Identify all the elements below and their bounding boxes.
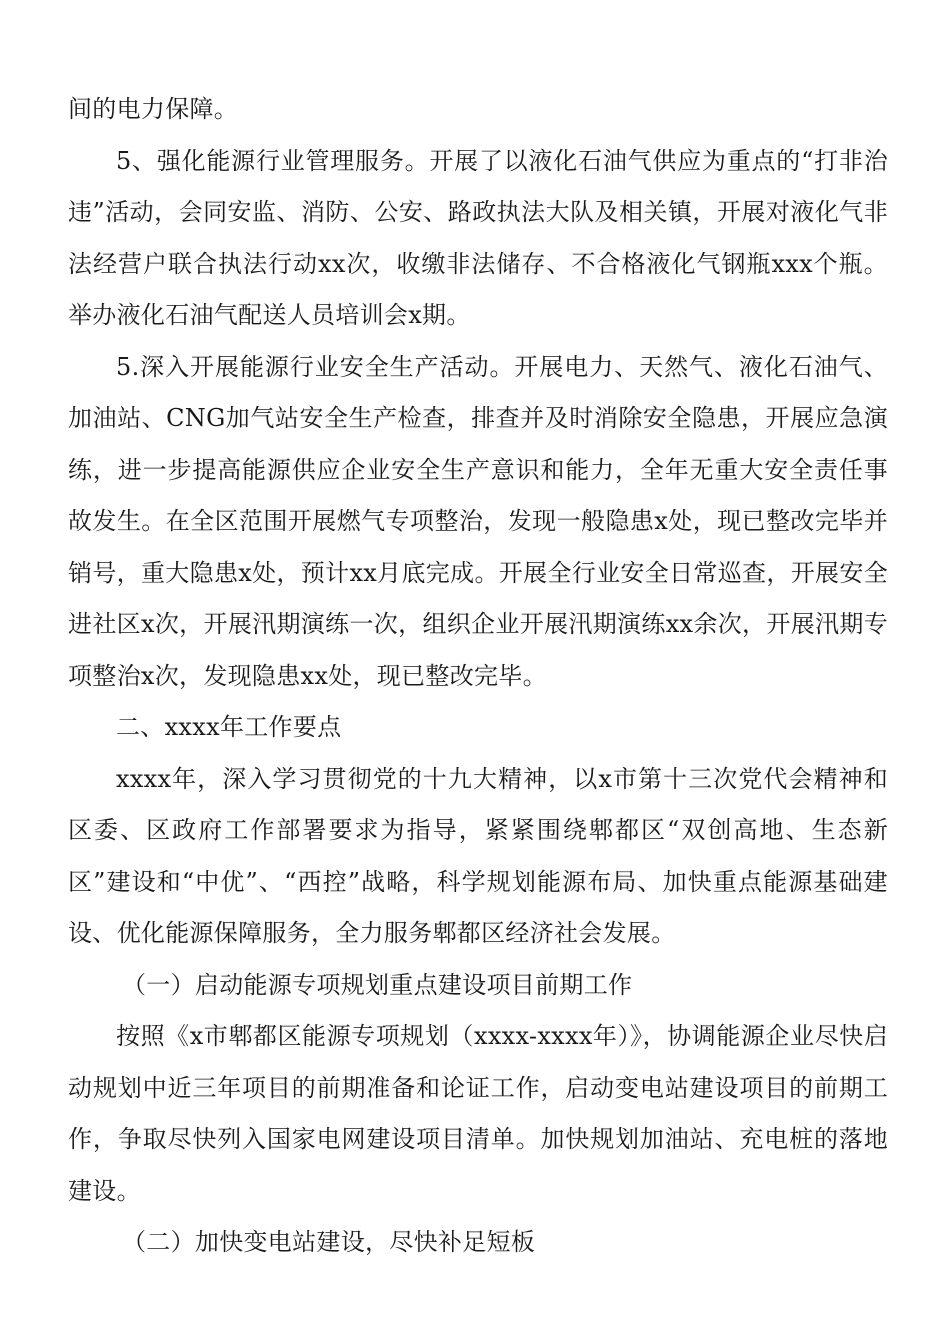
subheading-two: （二）加快变电站建设，尽快补足短板	[122, 1228, 536, 1256]
paragraph-item-5-safety: 5.深入开展能源行业安全生产活动。开展电力、天然气、液化石油气、加油站、CNG加气站安全生产检查，排查并及时消除安全隐患，开展应急演练，进一步提高能源供应企业安全生产意识和能力，全年无重大安全责任事故发生。在全区范围开展燃气专项整治，发现一般隐患x处，现已整改完毕并销号，重大隐患x处，预计xx月底完成。开展全行业安全日常巡查，开展安全进社区x次，开展汛期演练一次，组织企业开展汛期演练xx余次，开展汛期专项整治x次，发现隐患xx处，现已整改完毕。	[68, 352, 888, 690]
paragraph-item-5-management: 5、强化能源行业管理服务。开展了以液化石油气供应为重点的“打非治违”活动，会同安监、消防、公安、路政执法大队及相关镇，开展对液化气非法经营户联合执法行动xx次，收缴非法储存、不合格液化气钢瓶xxx个瓶。举办液化石油气配送人员培训会x期。	[68, 146, 888, 329]
document-body	[68, 84, 888, 1269]
paragraph-work-overview: xxxx年，深入学习贯彻党的十九大精神，以x市第十三次党代会精神和区委、区政府工作部署要求为指导，紧紧围绕郫都区“双创高地、生态新区”建设和“中优”、“西控”战略，科学规划能源布局、加快重点能源基础建设、优化能源保障服务，全力服务郫都区经济社会发展。	[68, 764, 888, 947]
paragraph-continuation: 间的电力保障。	[68, 95, 239, 123]
section-heading-work-points: 二、xxxx年工作要点	[116, 713, 342, 741]
subheading-one: （一）启动能源专项规划重点建设项目前期工作	[122, 970, 633, 999]
paragraph-planning: 按照《x市郫都区能源专项规划（xxxx-xxxx年）》，协调能源企业尽快启动规划中近三年项目的前期准备和论证工作，启动变电站建设项目的前期工作，争取尽快列入国家电网建设项目清单。加快规划加油站、充电桩的落地建设。	[68, 1022, 888, 1205]
